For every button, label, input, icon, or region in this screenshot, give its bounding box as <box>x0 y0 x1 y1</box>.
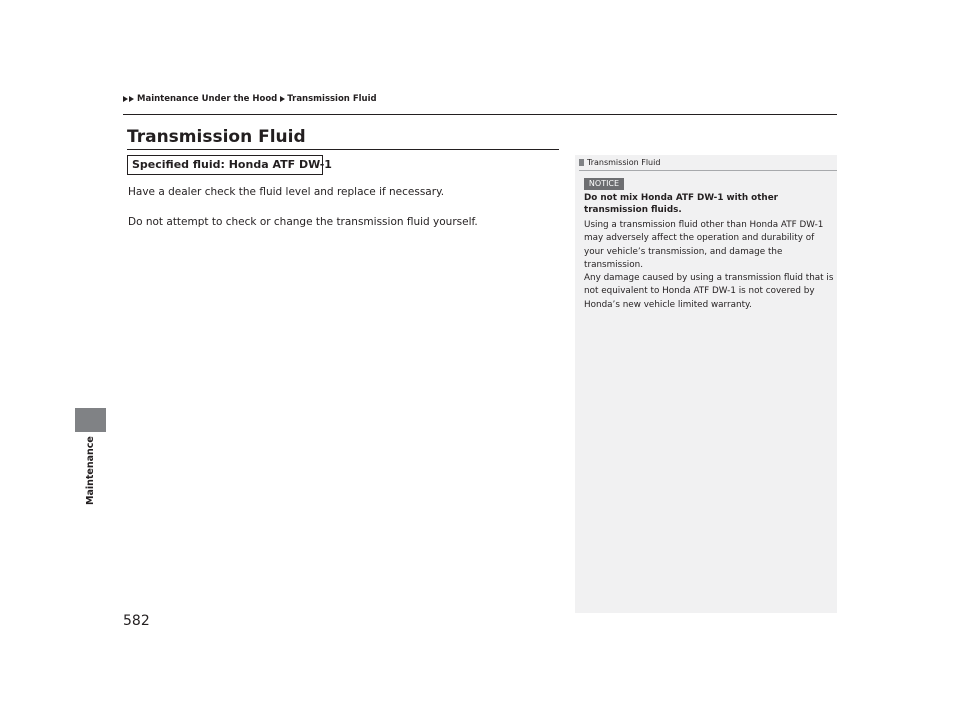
reference-marker-icon <box>579 159 584 166</box>
breadcrumb <box>123 94 377 104</box>
body-paragraph-dealer-check: Have a dealer check the fluid level and replace if necessary. <box>128 186 445 198</box>
side-note-divider <box>579 170 837 171</box>
notice-paragraph-warranty: Any damage caused by using a transmission fluid that is not equivalent to Honda ATF DW-1 is not covered by Honda’s new vehicle limited warranty. <box>584 273 834 310</box>
breadcrumb-link-maintenance-under-the-hood[interactable]: Maintenance Under the Hood <box>137 94 278 104</box>
arrow-right-icon <box>129 96 134 102</box>
notice-warning-bold: Do not mix Honda ATF DW-1 with other transmission fluids. <box>584 193 778 215</box>
page-title: Transmission Fluid <box>127 127 306 147</box>
notice-paragraph-effects: Using a transmission fluid other than Honda ATF DW-1 may adversely affect the operation and durability of your vehicle’s transmission, and damage the transmission. <box>584 220 824 270</box>
side-note-heading <box>579 158 660 167</box>
chapter-tab-marker <box>75 408 106 432</box>
header-divider <box>123 114 837 115</box>
notice-body <box>584 219 834 312</box>
specified-fluid-box: Specified fluid: Honda ATF DW-1 <box>127 155 323 175</box>
arrow-right-icon <box>123 96 128 102</box>
breadcrumb-current-transmission-fluid: Transmission Fluid <box>287 94 377 104</box>
title-divider <box>127 149 559 150</box>
notice-badge: NOTICE <box>584 178 624 190</box>
body-paragraph-do-not-attempt: Do not attempt to check or change the transmission fluid yourself. <box>128 216 478 228</box>
page-number: 582 <box>123 613 150 629</box>
chapter-tab-label: Maintenance <box>85 436 96 505</box>
arrow-right-icon <box>280 96 285 102</box>
side-note-title: Transmission Fluid <box>587 158 661 167</box>
